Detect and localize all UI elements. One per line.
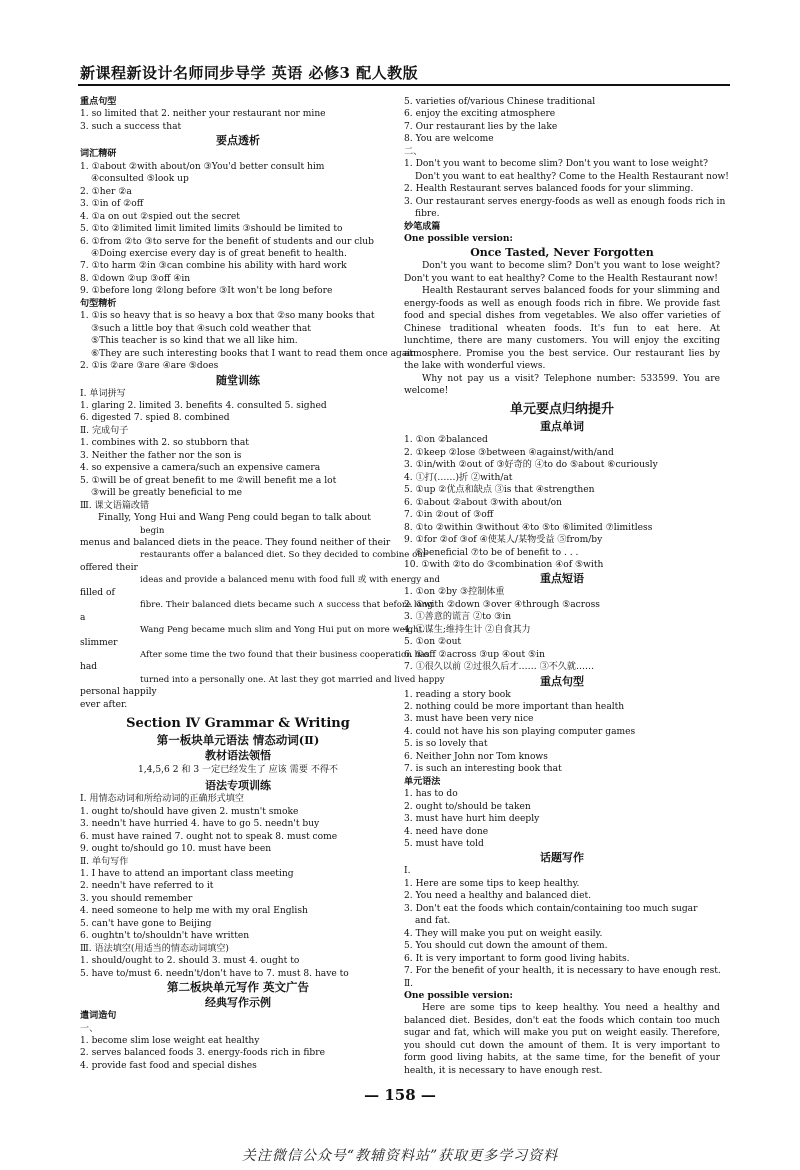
text-line: 6. ①about ②about ③with about/on <box>404 497 562 508</box>
text-line: 3. Our restaurant serves energy-foods as well as enough foods rich in <box>404 196 726 207</box>
text-line: Ⅲ. 语法填空(用适当的情态动词填空) <box>80 943 229 954</box>
right-section-2 <box>404 400 720 1002</box>
text-line: 1. should/ought to 2. should 3. must 4. ought to <box>80 956 300 967</box>
text-line: 妙笔成篇 <box>404 220 441 232</box>
text-line: 4. ①a on out ②spied out the secret <box>80 211 240 222</box>
text-line: 4. so expensive a camera/such an expensive camera <box>80 463 321 474</box>
text-line: 2. ①her ②a <box>80 186 132 197</box>
text-line: 7. ①to harm ②in ③can combine his ability with hard work <box>80 261 347 272</box>
text-line: 4. need someone to help me with my oral English <box>80 906 308 917</box>
text-line: 话题写作 <box>540 851 584 865</box>
text-line: and fat. <box>415 916 451 927</box>
text-line: 3. Neither the father nor the son is <box>80 450 242 461</box>
text-line: 6. digested 7. spied 8. combined <box>80 413 230 424</box>
text-line: 1. ①on ②balanced <box>404 435 488 446</box>
text-line: 4. need have done <box>404 826 489 837</box>
text-line: Ⅱ. 完成句子 <box>80 425 129 436</box>
text-line: Ⅲ. 课文语篇改错 <box>80 500 150 511</box>
text-line: 2. ①is ②are ③are ④are ⑤does <box>80 361 219 372</box>
text-line: 9. ①before long ②long before ③It won't be long before <box>80 286 333 297</box>
text-line: 单元语法 <box>404 775 441 787</box>
text-line: 重点短语 <box>540 572 584 586</box>
text-line: 句型精析 <box>80 297 117 309</box>
text-line: 重点单词 <box>540 420 584 434</box>
correction-line: menus and balanced diets in the peace. They found neither of their <box>80 537 391 548</box>
correction-line: ideas and provide a balanced menu with food full 或 with energy and <box>140 575 440 586</box>
essay-once-tasted <box>404 260 720 397</box>
page-header: 新课程新设计名师同步导学 英语 必修3 配人教版 <box>80 64 419 82</box>
correction-line: turned into a personally one. At last they got married and lived happy <box>140 674 445 685</box>
correction-line: filled of <box>80 587 115 598</box>
text-line: 5. must have told <box>404 839 484 850</box>
essay-paragraph: Health Restaurant serves balanced foods for your slimming and energy-foods as well as enough foods rich in fibre. We provide fast food and special dishes from vegetables. We also offer varieties of Chinese traditional wheaten foods. It's fun to eat here. At lunchtime, there are many customers. You will enjoy the exciting atmosphere. Promise you the best service. Our restaurant lies by the lake with wonderful views. <box>404 286 720 372</box>
text-line: 1,4,5,6 2 和 3 一定已经发生了 应该 需要 不得不 <box>137 765 339 776</box>
text-line: 5. have to/must 6. needn't/don't have to 7. must 8. have to <box>80 968 349 979</box>
text-line: 1. I have to attend an important class meeting <box>80 869 294 880</box>
correction-line: After some time the two found that their business cooperation has <box>140 650 430 661</box>
text-line: 9. ought to/should go 10. must have been <box>80 844 272 855</box>
text-line: 7. ①很久以前 ②过很久后才…… ③不久就…… <box>404 662 595 673</box>
correction-line: restaurants offer a balanced diet. So they decided to combine our <box>140 550 427 561</box>
text-line: 1. become slim lose weight eat healthy <box>80 1036 260 1046</box>
text-line: 1. ①is so heavy that is so heavy a box that ②so many books that <box>80 311 375 322</box>
text-line: 3. ①in of ②off <box>80 199 144 210</box>
text-line: 3. ①in/with ②out of ③好奇的 ④to do ⑤about ⑥curiously <box>404 460 658 471</box>
correction-line: fibre. Their balanced diets became such ∧ success that before long <box>140 600 433 611</box>
text-line: 教材语法领悟 <box>205 749 271 763</box>
text-line: 2. You need a healthy and balanced diet. <box>404 891 592 902</box>
text-line: 5. varieties of/various Chinese traditional <box>404 97 596 107</box>
text-line: Ⅰ. 单词拼写 <box>80 388 126 399</box>
text-line: 1. combines with 2. so stubborn that <box>80 438 249 449</box>
text-line: 语法专项训练 <box>205 779 271 793</box>
text-line: ④consulted ⑤look up <box>91 174 189 185</box>
text-line: Ⅱ. 单句写作 <box>80 856 129 867</box>
text-line: 3. must have hurt him deeply <box>404 814 540 825</box>
text-line: 4. could not have his son playing computer games <box>404 726 636 737</box>
text-line: ④Doing exercise every day is of great benefit to health. <box>91 248 347 259</box>
text-line: 6. It is very important to form good living habits. <box>404 953 630 964</box>
text-line: 6. Neither John nor Tom knows <box>404 751 548 762</box>
text-line: 5. can't have gone to Beijing <box>80 918 212 929</box>
text-line: 重点句型 <box>80 96 117 107</box>
text-line: 3. Don't eat the foods which contain/containing too much sugar <box>404 903 698 914</box>
essay-paragraph: Don't you want to become slim? Don't you want to lose weight? Don't you want to eat healthy? Come to the Health Restaurant now! <box>404 261 720 284</box>
text-line: ⑥They are such interesting books that I want to read them once again. <box>91 348 419 359</box>
text-line: 8. You are welcome <box>404 134 494 145</box>
essay-paragraph: Why not pay us a visit? Telephone number: 533599. You are welcome! <box>404 373 720 396</box>
text-line: 2. Health Restaurant serves balanced foods for your slimming. <box>404 184 694 195</box>
text-line: 3. such a success that <box>80 121 182 132</box>
text-line: 3. must have been very nice <box>404 714 534 725</box>
text-line: ③such a little boy that ④such cold weather that <box>91 323 311 334</box>
right-section-1 <box>404 96 729 260</box>
text-line: Ⅰ. 用情态动词和所给动词的正确形式填空 <box>80 794 244 805</box>
text-line: 2. serves balanced foods 3. energy-foods rich in fibre <box>80 1048 325 1059</box>
text-line: 1. ①about ②with about/on ③You'd better consult him <box>80 161 325 172</box>
correction-line: slimmer <box>80 637 118 648</box>
text-line: 7. ①in ②out of ③off <box>404 510 494 521</box>
footer-note: 关注微信公众号“教辅资料站”获取更多学习资料 <box>241 1148 559 1164</box>
text-line: 1. Don't you want to become slim? Don't you want to lose weight? <box>404 159 709 170</box>
text-line: Ⅰ. <box>404 866 411 877</box>
text-line: 二、 <box>404 146 423 157</box>
text-line: 7. Our restaurant lies by the lake <box>404 121 558 132</box>
text-line: 4. provide fast food and special dishes <box>80 1060 257 1071</box>
text-line: 遣词造句 <box>80 1010 117 1022</box>
text-line: 6. enjoy the exciting atmosphere <box>404 109 556 120</box>
right-column <box>404 96 729 1077</box>
text-line: ⑤This teacher is so kind that we all like him. <box>91 336 298 347</box>
page-number: — 158 — <box>364 1086 436 1104</box>
text-line: 3. needn't have hurried 4. have to go 5. needn't buy <box>80 819 320 830</box>
text-line: 经典写作示例 <box>205 996 271 1010</box>
text-line: 3. ①善意的谎言 ②to ③in <box>404 612 512 623</box>
text-line: 1. glaring 2. limited 3. benefits 4. consulted 5. sighed <box>80 400 327 411</box>
header-rule <box>78 84 730 86</box>
text-line: 单元要点归纳提升 <box>509 402 614 418</box>
text-line: 6. must have rained 7. ought not to speak 8. must come <box>80 831 338 842</box>
left-section-1 <box>80 96 419 512</box>
text-line: 5. You should cut down the amount of them. <box>404 941 608 952</box>
text-line: 5. ①on ②out <box>404 637 462 648</box>
text-line: 5. ①will be of great benefit to me ②will benefit me a lot <box>80 475 337 486</box>
text-line: 6. ①from ②to ③to serve for the benefit of students and our club <box>80 236 374 247</box>
text-line: Once Tasted, Never Forgotten <box>470 246 654 260</box>
text-line: 7. For the benefit of your health, it is necessary to have enough rest. <box>404 966 721 977</box>
text-line: 6. oughtn't to/shouldn't have written <box>80 931 250 942</box>
text-line: 2. ①with ②down ③over ④through ⑤across <box>404 599 600 610</box>
text-line: Don't you want to eat healthy? Come to the Health Restaurant now! <box>415 171 729 182</box>
correction-line: begin <box>140 525 165 536</box>
text-line: 10. ①with ②to do ③combination ④of ⑤with <box>404 559 604 570</box>
text-line: 1. ought to/should have given 2. mustn't smoke <box>80 806 299 817</box>
text-line: Section Ⅳ Grammar & Writing <box>126 716 350 732</box>
text-line: 8. ①down ②up ③off ④in <box>80 273 191 284</box>
left-section-2 <box>80 714 396 1072</box>
text-line: 3. you should remember <box>80 893 193 904</box>
correction-line: offered their <box>80 562 138 573</box>
text-line: 2. needn't have referred to it <box>80 881 214 892</box>
text-line: 6. ①off ②across ③up ④out ⑤in <box>404 649 545 660</box>
correction-line: ever after. <box>80 699 128 710</box>
correction-line: Finally, Yong Hui and Wang Peng could began to talk about <box>98 513 371 524</box>
text-line: 要点透析 <box>216 134 260 148</box>
text-line: 4. They will make you put on weight easily. <box>404 928 603 939</box>
text-line: 重点句型 <box>540 674 584 688</box>
text-line: 词汇精研 <box>80 148 117 160</box>
text-line: 5. is so lovely that <box>404 739 488 750</box>
text-line: 2. nothing could be more important than health <box>404 702 625 713</box>
text-line: One possible version: <box>404 232 513 244</box>
correction-line: had <box>80 662 98 673</box>
text-line: 4. ①谋生;维持生计 ②自食其力 <box>404 624 531 635</box>
text-line: 2. ①keep ②lose ③between ④against/with/and <box>404 447 614 458</box>
text-line: 第二板块单元写作 英文广告 <box>166 980 309 995</box>
text-line: 2. ought to/should be taken <box>404 801 531 812</box>
text-line: 5. ①to ②limited limit limited limits ③should be limited to <box>80 224 343 235</box>
text-line: 1. so limited that 2. neither your restaurant nor mine <box>80 109 326 120</box>
text-line: One possible version: <box>404 990 513 1001</box>
text-line: 1. ①on ②by ③控制体重 <box>404 587 505 598</box>
text-line: 1. reading a story book <box>404 689 511 700</box>
text-line: 随堂训练 <box>216 373 260 387</box>
text-line: 5. ①up ②优点和缺点 ③is that ④strengthen <box>404 485 595 496</box>
text-line: 9. ①for ②of ③of ④使某人/某物受益 ⑤from/by <box>404 535 603 546</box>
correction-line: a <box>80 612 86 623</box>
text-line: 4. ①打(……)折 ②with/at <box>404 472 513 483</box>
text-line: 1. Here are some tips to keep healthy. <box>404 878 580 889</box>
text-line: fibre. <box>415 209 440 220</box>
text-line: 一、 <box>80 1023 99 1034</box>
correction-line: personal happily <box>80 687 157 698</box>
text-line: 7. is such an interesting book that <box>404 764 562 775</box>
text-line: 8. ①to ②within ③without ④to ⑤to ⑥limited ⑦limitless <box>404 522 653 533</box>
text-line: 第一板块单元语法 情态动词(Ⅱ) <box>156 733 320 748</box>
text-line: Ⅱ. <box>404 978 414 989</box>
correction-line: Wang Peng became much slim and Yong Hui put on more weight. <box>140 625 425 636</box>
text-line: ⑥beneficial ⑦to be of benefit to . . . <box>415 547 579 558</box>
text-line: 1. has to do <box>404 789 458 800</box>
essay-keep-healthy: Here are some tips to keep healthy. You need a healthy and balanced diet. Besides, don't eat the foods which contain too much sugar and fat, which will make you put on weight easily. Therefore, you should cut down the amount of them. It is very important to form good living habits, at the same time, for the benefit of your health, it is necessary to have enough rest. <box>404 1003 720 1076</box>
text-line: ③will be greatly beneficial to me <box>91 488 242 499</box>
